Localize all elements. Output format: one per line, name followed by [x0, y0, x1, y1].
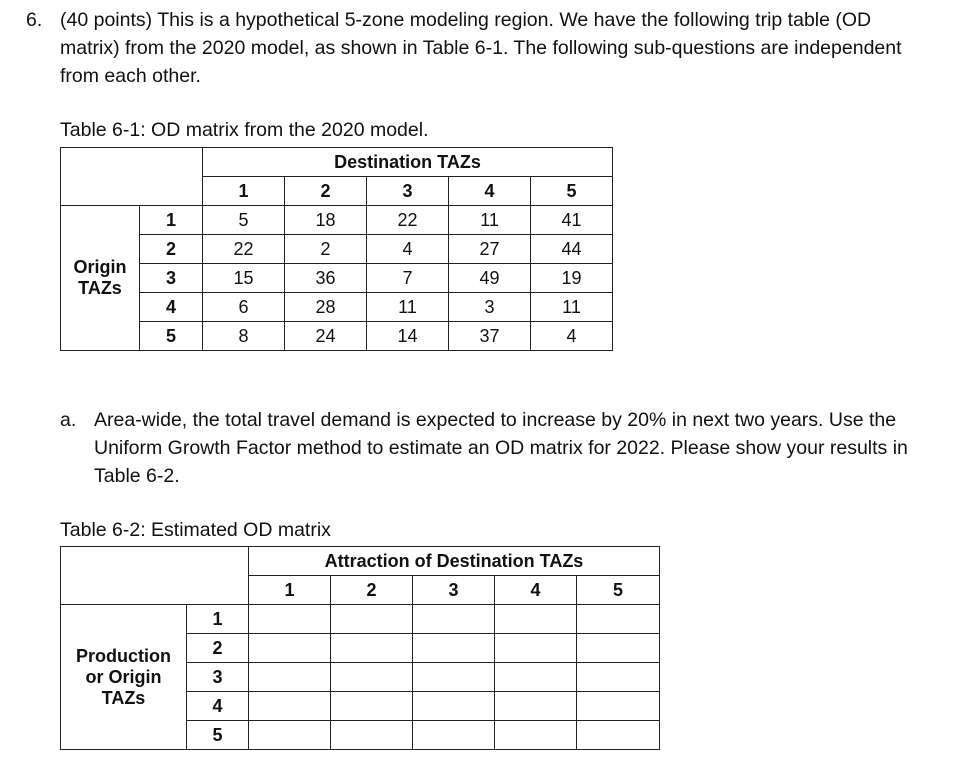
table1-col-header: 5	[531, 177, 613, 206]
table2-empty-cell[interactable]	[495, 663, 577, 692]
table1-col-group: Destination TAZs	[203, 148, 613, 177]
table2-empty-cell[interactable]	[495, 721, 577, 750]
table2-empty-cell[interactable]	[249, 663, 331, 692]
table1-cell: 5	[203, 206, 285, 235]
table1-cell: 28	[285, 293, 367, 322]
table2-corner	[61, 547, 249, 605]
table2-empty-cell[interactable]	[577, 605, 660, 634]
table2-row-group-line1: Production	[76, 645, 171, 666]
table2-empty-cell[interactable]	[331, 634, 413, 663]
table-row	[61, 235, 613, 264]
table2-empty-cell[interactable]	[249, 634, 331, 663]
table1-cell: 37	[449, 322, 531, 351]
table2-empty-cell[interactable]	[413, 692, 495, 721]
table2-row-header: 1	[187, 605, 249, 634]
table2-caption: Table 6-2: Estimated OD matrix	[60, 519, 331, 541]
table-row	[61, 605, 660, 634]
table2-empty-cell[interactable]	[249, 692, 331, 721]
table1-cell: 6	[203, 293, 285, 322]
table2-empty-cell[interactable]	[577, 721, 660, 750]
table1-col-header: 1	[203, 177, 285, 206]
table1-cell: 49	[449, 264, 531, 293]
table1-cell: 2	[285, 235, 367, 264]
table1-cell: 18	[285, 206, 367, 235]
table1-row-header: 2	[140, 235, 203, 264]
table2-row-header: 4	[187, 692, 249, 721]
table1-cell: 36	[285, 264, 367, 293]
table2-empty-cell[interactable]	[413, 634, 495, 663]
table2-empty-cell[interactable]	[249, 721, 331, 750]
table1-row-header: 4	[140, 293, 203, 322]
table2-empty-cell[interactable]	[331, 692, 413, 721]
table2-row-header: 3	[187, 663, 249, 692]
part-a-text: Area-wide, the total travel demand is expected to increase by 20% in next two years. Use the Uniform Growth Factor method to estimate an OD matrix for 2022. Please show your results in Table 6-2.	[94, 409, 908, 487]
table2-empty-cell[interactable]	[331, 663, 413, 692]
table2-row-group-line2: or Origin	[85, 666, 162, 687]
table-row	[61, 264, 613, 293]
table1-cell: 24	[285, 322, 367, 351]
table1-cell: 11	[531, 293, 613, 322]
table1-cell: 22	[203, 235, 285, 264]
table2-estimated-od-matrix	[60, 546, 660, 750]
table1-od-matrix	[60, 147, 613, 351]
table1-cell: 44	[531, 235, 613, 264]
table-row	[61, 293, 613, 322]
table-row	[61, 206, 613, 235]
part-a-label: a.	[60, 409, 77, 431]
table1-row-header: 5	[140, 322, 203, 351]
table2-row-header: 2	[187, 634, 249, 663]
table2-empty-cell[interactable]	[577, 663, 660, 692]
table1-col-header: 2	[285, 177, 367, 206]
table1-row-group	[61, 206, 140, 351]
table1-col-header: 3	[367, 177, 449, 206]
table1-cell: 11	[449, 206, 531, 235]
table2-empty-cell[interactable]	[413, 721, 495, 750]
table1-cell: 7	[367, 264, 449, 293]
table2-col-header: 1	[249, 576, 331, 605]
table2-col-header: 5	[577, 576, 660, 605]
table1-cell: 15	[203, 264, 285, 293]
table1-cell: 4	[531, 322, 613, 351]
table1-cell: 41	[531, 206, 613, 235]
table1-cell: 11	[367, 293, 449, 322]
table1-cell: 3	[449, 293, 531, 322]
table2-row-group	[61, 605, 187, 750]
table2-empty-cell[interactable]	[249, 605, 331, 634]
table2-empty-cell[interactable]	[495, 605, 577, 634]
table2-empty-cell[interactable]	[577, 692, 660, 721]
table2-col-group: Attraction of Destination TAZs	[249, 547, 660, 576]
table1-cell: 8	[203, 322, 285, 351]
question-number: 6.	[26, 9, 43, 31]
table1-cell: 4	[367, 235, 449, 264]
table1-corner	[61, 148, 203, 206]
table2-col-header: 3	[413, 576, 495, 605]
table1-cell: 22	[367, 206, 449, 235]
table2-row-header: 5	[187, 721, 249, 750]
table2-empty-cell[interactable]	[413, 663, 495, 692]
table2-empty-cell[interactable]	[331, 721, 413, 750]
table2-empty-cell[interactable]	[331, 605, 413, 634]
table2-row-group-line3: TAZs	[101, 687, 146, 708]
table2-empty-cell[interactable]	[413, 605, 495, 634]
table2-empty-cell[interactable]	[577, 634, 660, 663]
table1-cell: 27	[449, 235, 531, 264]
table2-col-header: 4	[495, 576, 577, 605]
table1-cell: 14	[367, 322, 449, 351]
table1-col-header: 4	[449, 177, 531, 206]
table1-cell: 19	[531, 264, 613, 293]
question-text: (40 points) This is a hypothetical 5-zone modeling region. We have the following trip table (OD matrix) from the 2020 model, as shown in Table 6-1. The following sub-questions are independent from each other.	[60, 9, 902, 87]
table2-empty-cell[interactable]	[495, 692, 577, 721]
table2-col-header: 2	[331, 576, 413, 605]
table1-row-header: 3	[140, 264, 203, 293]
table2-empty-cell[interactable]	[495, 634, 577, 663]
table-row	[61, 322, 613, 351]
table1-row-group-line2: TAZs	[78, 278, 122, 298]
table1-row-header: 1	[140, 206, 203, 235]
table1-caption: Table 6-1: OD matrix from the 2020 model.	[60, 119, 429, 141]
table1-row-group-line1: Origin	[73, 257, 127, 277]
